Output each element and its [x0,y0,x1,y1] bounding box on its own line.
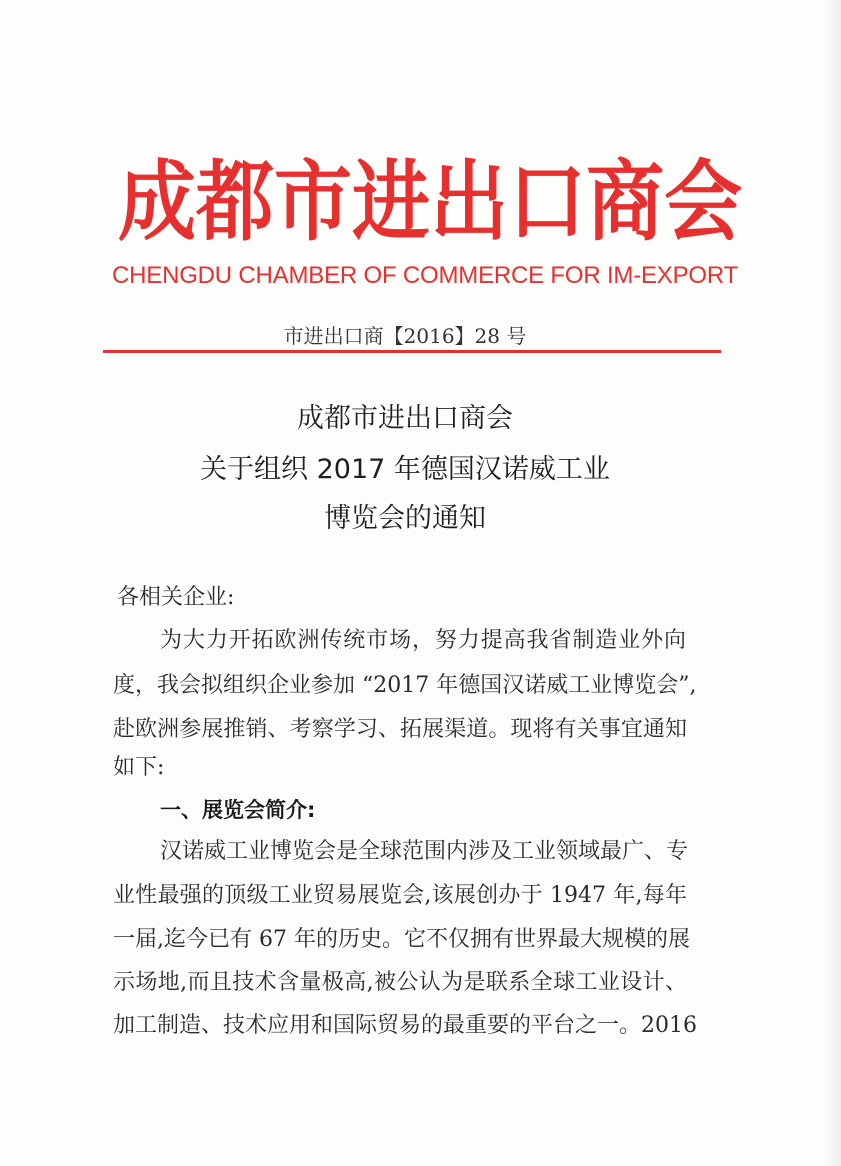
letterhead-char: 都 [196,151,275,254]
letterhead-english-name: CHENGDU CHAMBER OF COMMERCE FOR IM-EXPORT [112,262,739,289]
letterhead-char: 出 [430,151,509,254]
paragraph-line: 业性最强的顶级工业贸易展览会,该展创办于 1947 年,每年 [113,883,687,908]
section-heading: 一、展览会简介: [160,798,316,822]
letterhead-divider [103,350,721,353]
paragraph-line: 为大力开拓欧洲传统市场，努力提高我省制造业外向 [160,628,686,653]
paragraph-line: 一届,迄今已有 67 年的历史。它不仅拥有世界最大规模的展 [113,927,690,952]
letterhead-chinese-name [118,148,743,258]
paragraph-line: 加工制造、技术应用和国际贸易的最重要的平台之一。2016 [113,1013,697,1038]
document-number: 市进出口商【2016】28 号 [283,324,527,348]
notice-title-line-3: 博览会的通知 [324,503,486,534]
paragraph-line: 示场地,而且技术含量极高,被公认为是联系全球工业设计、 [113,970,687,995]
letterhead-char: 市 [274,151,353,254]
letterhead-char: 进 [352,151,431,254]
letterhead-char: 商 [586,151,665,254]
letterhead-char: 口 [508,151,587,254]
paragraph-line: 汉诺威工业博览会是全球范围内涉及工业领域最广、专 [160,839,689,864]
salutation: 各相关企业: [117,585,235,610]
page-edge-shadow [823,0,841,1166]
paragraph-line: 如下: [113,755,165,780]
notice-title-line-1: 成都市进出口商会 [297,403,513,434]
notice-title-line-2: 关于组织 2017 年德国汉诺威工业 [200,454,610,485]
letterhead-char: 成 [118,151,197,254]
letterhead-char: 会 [664,151,743,254]
paragraph-line: 赴欧洲参展推销、考察学习、拓展渠道。现将有关事宜通知 [113,717,687,742]
paragraph-line: 度，我会拟组织企业参加 “2017 年德国汉诺威工业博览会”, [113,673,697,698]
